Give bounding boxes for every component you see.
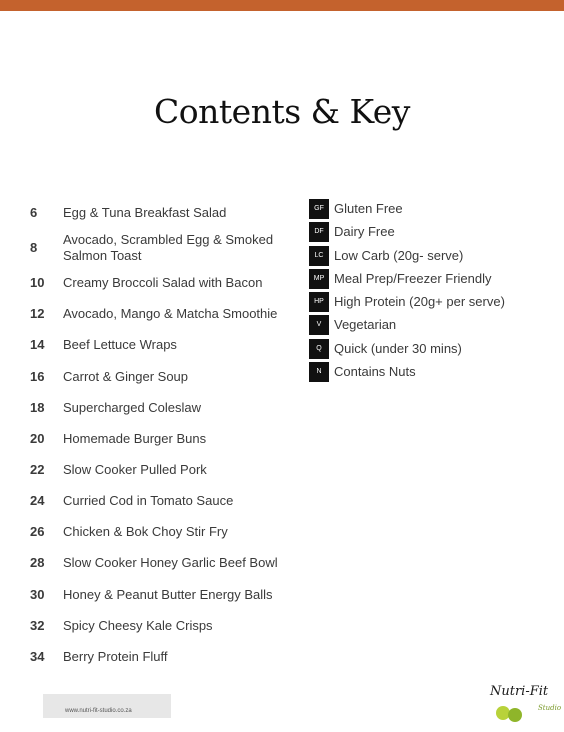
key-label: Contains Nuts	[334, 364, 416, 379]
recipe-title: Chicken & Bok Choy Stir Fry	[63, 524, 228, 539]
page-number: 14	[30, 337, 45, 352]
recipe-title: Supercharged Coleslaw	[63, 400, 202, 415]
page-number: 18	[30, 400, 45, 415]
key-label: Quick (under 30 mins)	[334, 341, 462, 356]
page-number: 24	[30, 493, 45, 508]
key-badge: DF	[309, 222, 329, 242]
page-number: 20	[30, 431, 45, 446]
recipe-title: Spicy Cheesy Kale Crisps	[63, 618, 213, 633]
apple-icon	[508, 708, 522, 722]
page-number: 28	[30, 555, 45, 570]
footer-website-box	[43, 694, 171, 718]
recipe-title: Homemade Burger Buns	[63, 431, 207, 446]
page-title: Contents & Key	[154, 92, 410, 131]
top-accent-bar	[0, 0, 564, 11]
recipe-title: Carrot & Ginger Soup	[63, 369, 189, 384]
recipe-title: Egg & Tuna Breakfast Salad	[63, 205, 227, 220]
key-badge: LC	[309, 246, 329, 266]
recipe-title: Creamy Broccoli Salad with Bacon	[63, 275, 263, 290]
recipe-title: Curried Cod in Tomato Sauce	[63, 493, 234, 508]
recipe-title: Slow Cooker Pulled Pork	[63, 462, 207, 477]
page-number: 16	[30, 369, 45, 384]
brand-logo	[486, 684, 564, 732]
page-number: 32	[30, 618, 45, 633]
website-link[interactable]: www.nutri-fit-studio.co.za	[65, 708, 132, 714]
key-badge: HP	[309, 292, 329, 312]
page-number: 26	[30, 524, 45, 539]
key-label: Gluten Free	[334, 201, 403, 216]
page-number: 12	[30, 306, 45, 321]
key-label: Vegetarian	[334, 317, 397, 332]
page-number: 8	[30, 240, 38, 255]
recipe-title: Honey & Peanut Butter Energy Balls	[63, 587, 273, 602]
logo-subtext: Studio	[538, 704, 562, 712]
recipe-title: Slow Cooker Honey Garlic Beef Bowl	[63, 555, 278, 570]
key-badge: MP	[309, 269, 329, 289]
key-label: Meal Prep/Freezer Friendly	[334, 271, 492, 286]
recipe-title: Beef Lettuce Wraps	[63, 337, 177, 352]
recipe-title: Avocado, Mango & Matcha Smoothie	[63, 306, 278, 321]
page-number: 6	[30, 205, 38, 220]
recipe-title: Avocado, Scrambled Egg & Smoked Salmon Toast	[63, 232, 274, 263]
key-badge: GF	[309, 199, 329, 219]
key-badge: Q	[309, 339, 329, 359]
key-label: Dairy Free	[334, 224, 395, 239]
key-label: High Protein (20g+ per serve)	[334, 294, 505, 309]
page-number: 30	[30, 587, 45, 602]
key-badge: V	[309, 315, 329, 335]
key-label: Low Carb (20g- serve)	[334, 248, 464, 263]
recipe-title: Berry Protein Fluff	[63, 649, 168, 664]
page-number: 10	[30, 275, 45, 290]
page-number: 34	[30, 649, 45, 664]
logo-text: Nutri-Fit	[490, 684, 549, 699]
key-badge: N	[309, 362, 329, 382]
page-number: 22	[30, 462, 45, 477]
